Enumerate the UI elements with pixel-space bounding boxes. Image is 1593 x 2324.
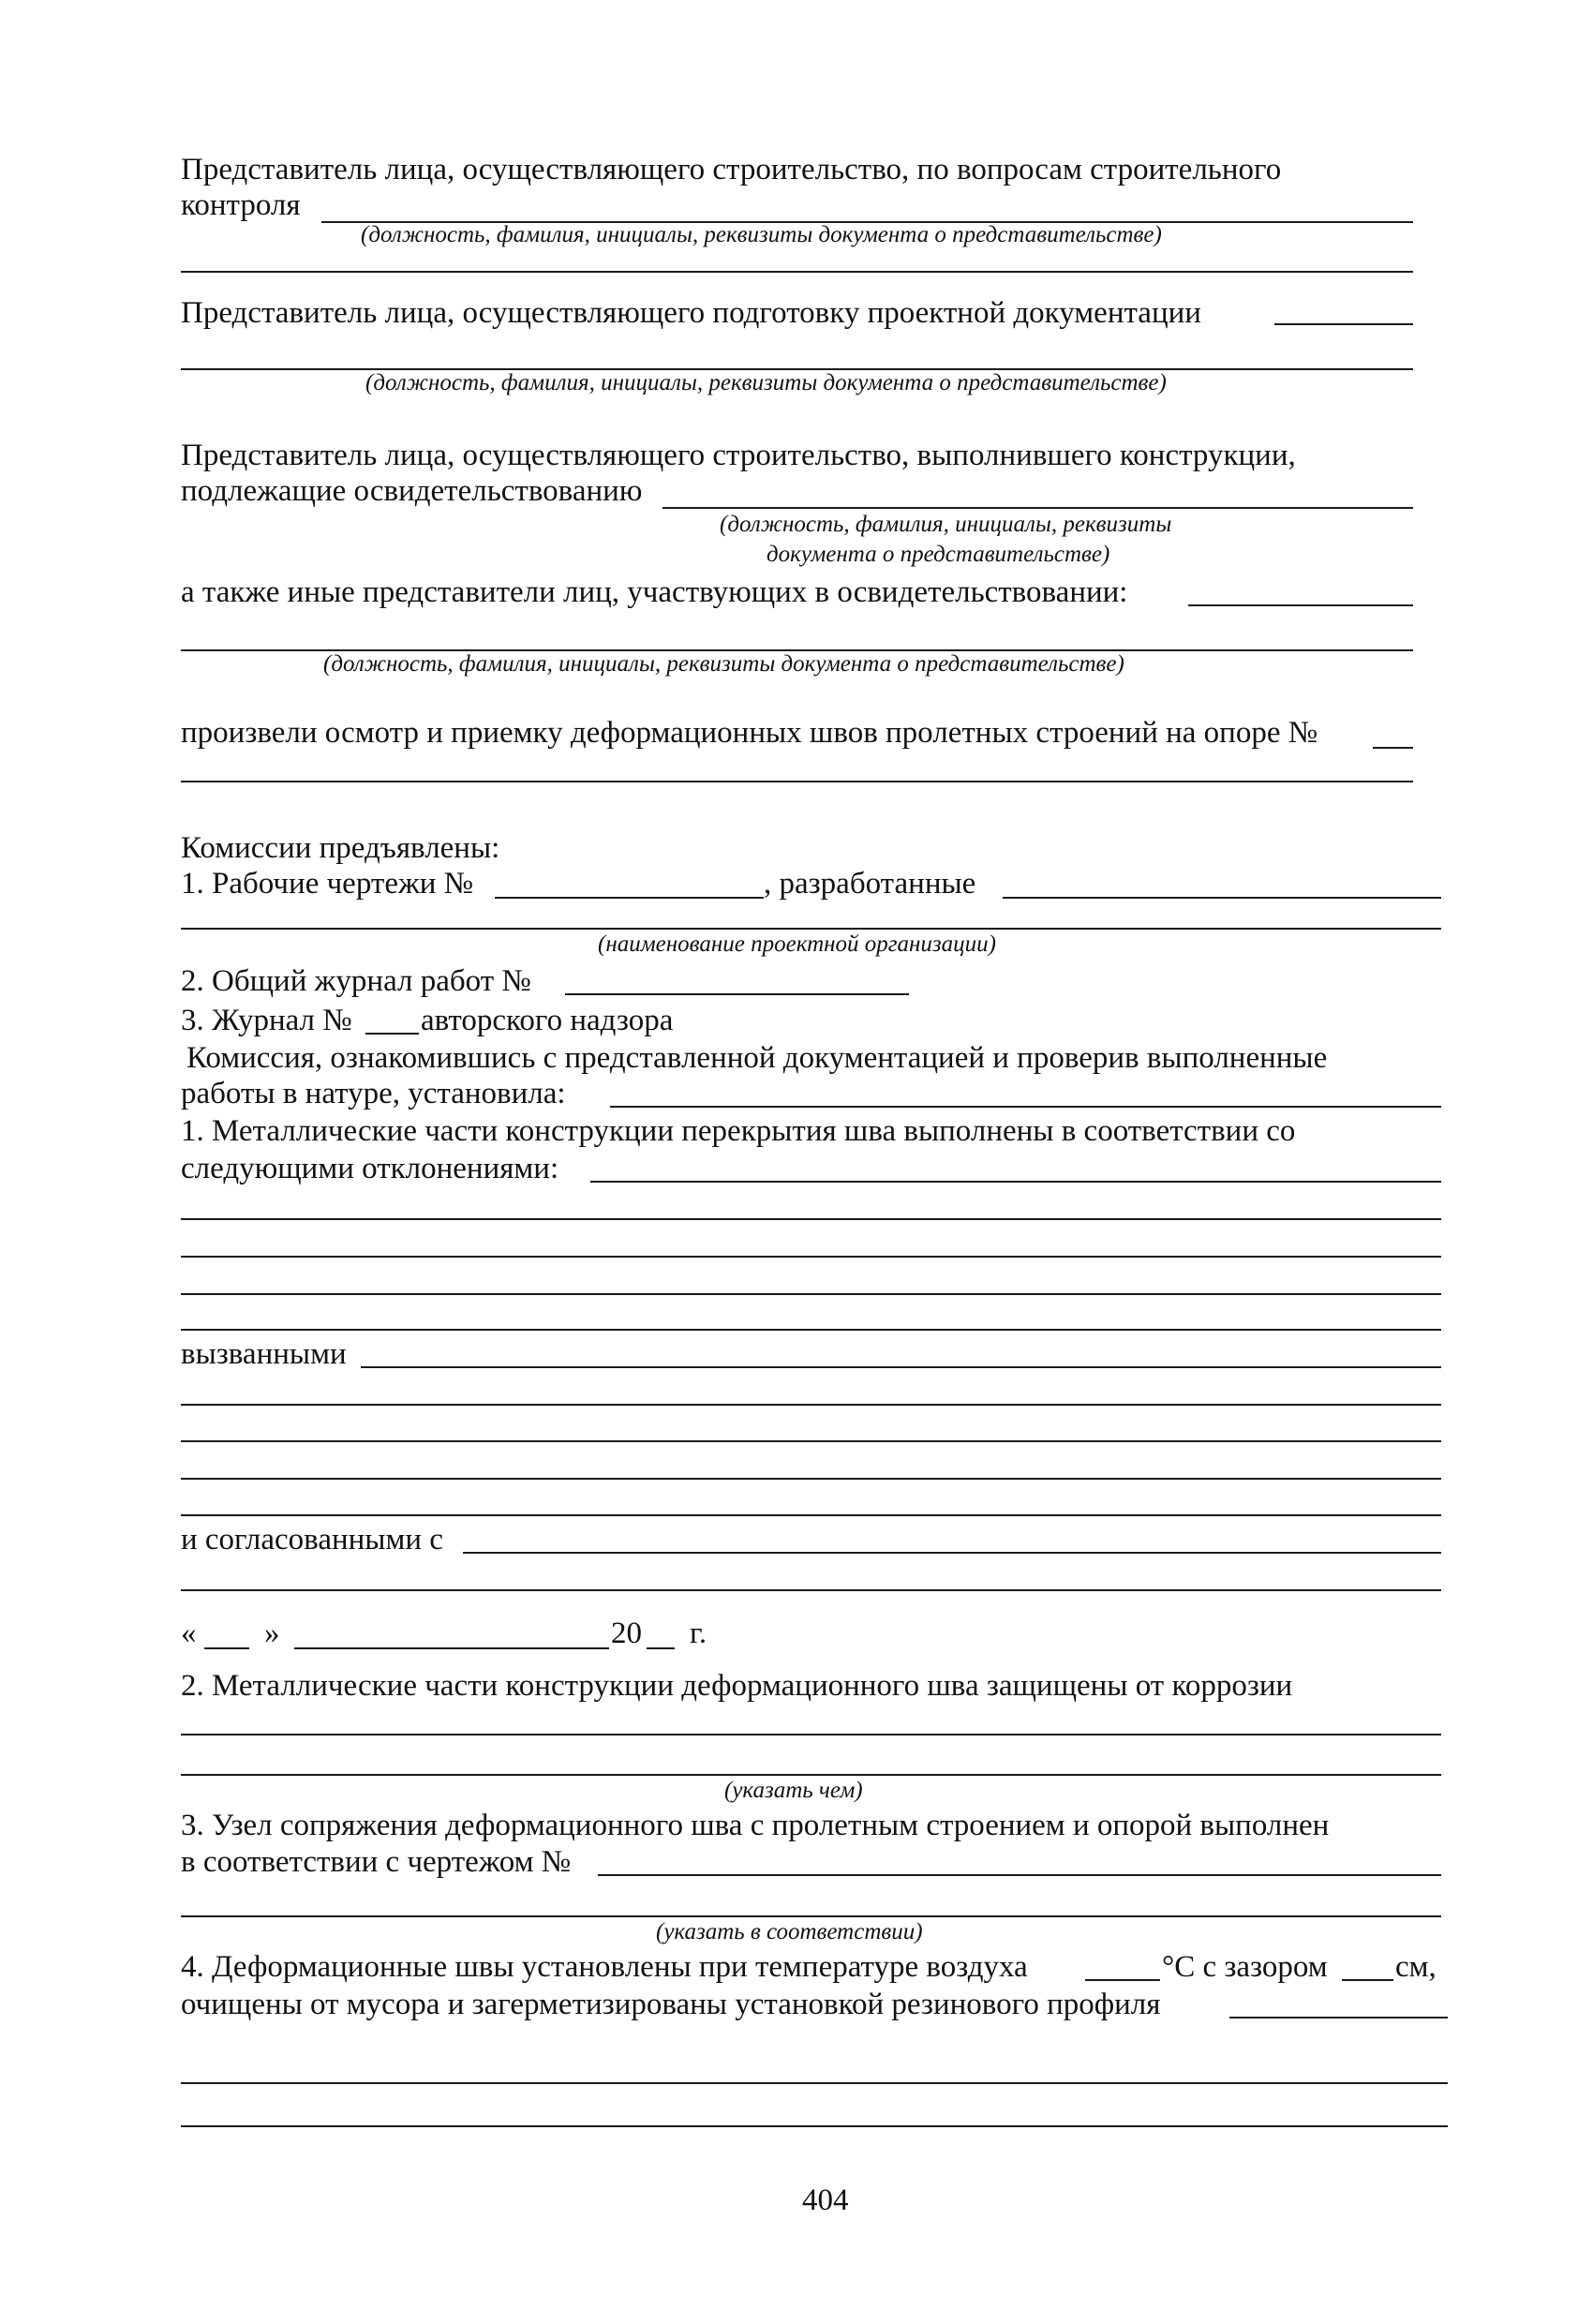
- performer-rep-caption-2: документа о представительстве): [767, 542, 1110, 567]
- result3-line1: 3. Узел сопряжения деформационного шва с пролетным строением и опорой выполнен: [181, 1809, 1330, 1842]
- inspection-line: произвели осмотр и приемку деформационных швов пролетных строений на опоре №: [181, 716, 1318, 750]
- supervision-journal-suffix: авторского надзора: [421, 1004, 674, 1037]
- general-journal-field[interactable]: [565, 993, 909, 995]
- supervision-journal-label: 3. Журнал №: [181, 1004, 352, 1037]
- design-org-caption: (наименование проектной организации): [598, 931, 997, 957]
- agreed-with-field[interactable]: [463, 1552, 1441, 1554]
- date-year-field[interactable]: [647, 1647, 675, 1649]
- date-day-field[interactable]: [204, 1647, 249, 1649]
- deviations-field-4[interactable]: [181, 1293, 1441, 1295]
- design-org-field[interactable]: [181, 928, 1441, 930]
- rubber-profile-field[interactable]: [1229, 2017, 1448, 2019]
- result4-text-b: °С с зазором: [1162, 1950, 1328, 1984]
- drawing-number-field[interactable]: [598, 1874, 1441, 1876]
- support-number-field[interactable]: [1373, 747, 1413, 749]
- performer-rep-field[interactable]: [663, 507, 1413, 509]
- drawings-label: 1. Рабочие чертежи №: [181, 867, 474, 901]
- established-field[interactable]: [610, 1106, 1441, 1108]
- air-temperature-field[interactable]: [1085, 1979, 1160, 1981]
- date-year-prefix: 20: [611, 1616, 642, 1650]
- developed-label: , разработанные: [764, 867, 976, 901]
- corrosion-caption: (указать чем): [724, 1778, 863, 1803]
- other-reps-field[interactable]: [1188, 604, 1413, 606]
- result4-text-a: 4. Деформационные швы установлены при температуре воздуха: [181, 1950, 1028, 1984]
- caused-by-field-3[interactable]: [181, 1440, 1441, 1442]
- corrosion-protection-field-2[interactable]: [181, 1774, 1441, 1776]
- date-open-quote: «: [181, 1616, 197, 1650]
- date-close-quote: »: [264, 1616, 280, 1650]
- rubber-profile-field-3[interactable]: [181, 2125, 1448, 2127]
- result4-text-c: см,: [1395, 1950, 1437, 1984]
- corrosion-protection-field[interactable]: [181, 1734, 1441, 1736]
- builder-rep-line1: Представитель лица, осуществляющего строительство, по вопросам строительного: [181, 153, 1282, 186]
- caused-by-field[interactable]: [361, 1366, 1441, 1368]
- caused-by-field-4[interactable]: [181, 1478, 1441, 1480]
- general-journal-label: 2. Общий журнал работ №: [181, 964, 531, 998]
- result3-line2: в соответствии с чертежом №: [181, 1845, 572, 1879]
- inspection-field-2[interactable]: [181, 781, 1413, 782]
- deviations-field-5[interactable]: [181, 1329, 1441, 1331]
- result4-line2: очищены от мусора и загерметизированы установкой резинового профиля: [181, 1988, 1161, 2021]
- drawings-number-field[interactable]: [495, 897, 764, 899]
- designer-rep-caption: (должность, фамилия, инициалы, реквизиты документа о представительстве): [365, 370, 1167, 395]
- performer-rep-caption-1: (должность, фамилия, инициалы, реквизиты: [720, 512, 1172, 537]
- result2-line1: 2. Металлические части конструкции деформационного шва защищены от коррозии: [181, 1669, 1293, 1703]
- commission-heading: Комиссии предъявлены:: [181, 831, 500, 865]
- date-month-field[interactable]: [294, 1647, 609, 1649]
- supervision-journal-field[interactable]: [365, 1033, 419, 1035]
- gap-field[interactable]: [1342, 1979, 1393, 1981]
- builder-rep-field-2[interactable]: [181, 271, 1413, 273]
- other-reps-line1: а также иные представители лиц, участвующих в освидетельствовании:: [181, 575, 1128, 609]
- developed-by-field[interactable]: [1003, 897, 1441, 899]
- builder-rep-line2: контроля: [181, 188, 301, 222]
- page-number: 404: [802, 2183, 849, 2217]
- commission-finding-line2: работы в натуре, установила:: [181, 1077, 566, 1110]
- compliance-caption: (указать в соответствии): [656, 1919, 923, 1944]
- rubber-profile-field-2[interactable]: [181, 2082, 1448, 2084]
- result1-line2: следующими отклонениями:: [181, 1152, 559, 1185]
- drawing-number-field-2[interactable]: [181, 1915, 1441, 1917]
- designer-rep-line1: Представитель лица, осуществляющего подготовку проектной документации: [181, 296, 1201, 330]
- agreed-with-field-2[interactable]: [181, 1589, 1441, 1591]
- commission-finding-line1: Комиссия, ознакомившись с представленной документацией и проверив выполненные: [186, 1041, 1328, 1075]
- deviations-field-3[interactable]: [181, 1256, 1441, 1258]
- performer-rep-line1: Представитель лица, осуществляющего строительство, выполнившего конструкции,: [181, 439, 1296, 472]
- caused-by-field-5[interactable]: [181, 1514, 1441, 1516]
- deviations-field[interactable]: [590, 1181, 1441, 1183]
- other-reps-caption: (должность, фамилия, инициалы, реквизиты документа о представительстве): [323, 651, 1124, 677]
- builder-rep-caption: (должность, фамилия, инициалы, реквизиты документа о представительстве): [361, 222, 1162, 247]
- result1-line1: 1. Металлические части конструкции перекрытия шва выполнены в соответствии со: [181, 1114, 1296, 1148]
- date-year-suffix: г.: [690, 1616, 707, 1650]
- designer-rep-field[interactable]: [1274, 323, 1413, 325]
- caused-by-field-2[interactable]: [181, 1404, 1441, 1406]
- deviations-field-2[interactable]: [181, 1218, 1441, 1220]
- caused-by-label: вызванными: [181, 1337, 347, 1371]
- performer-rep-line2: подлежащие освидетельствованию: [181, 474, 643, 508]
- agreed-with-label: и согласованными с: [181, 1523, 443, 1557]
